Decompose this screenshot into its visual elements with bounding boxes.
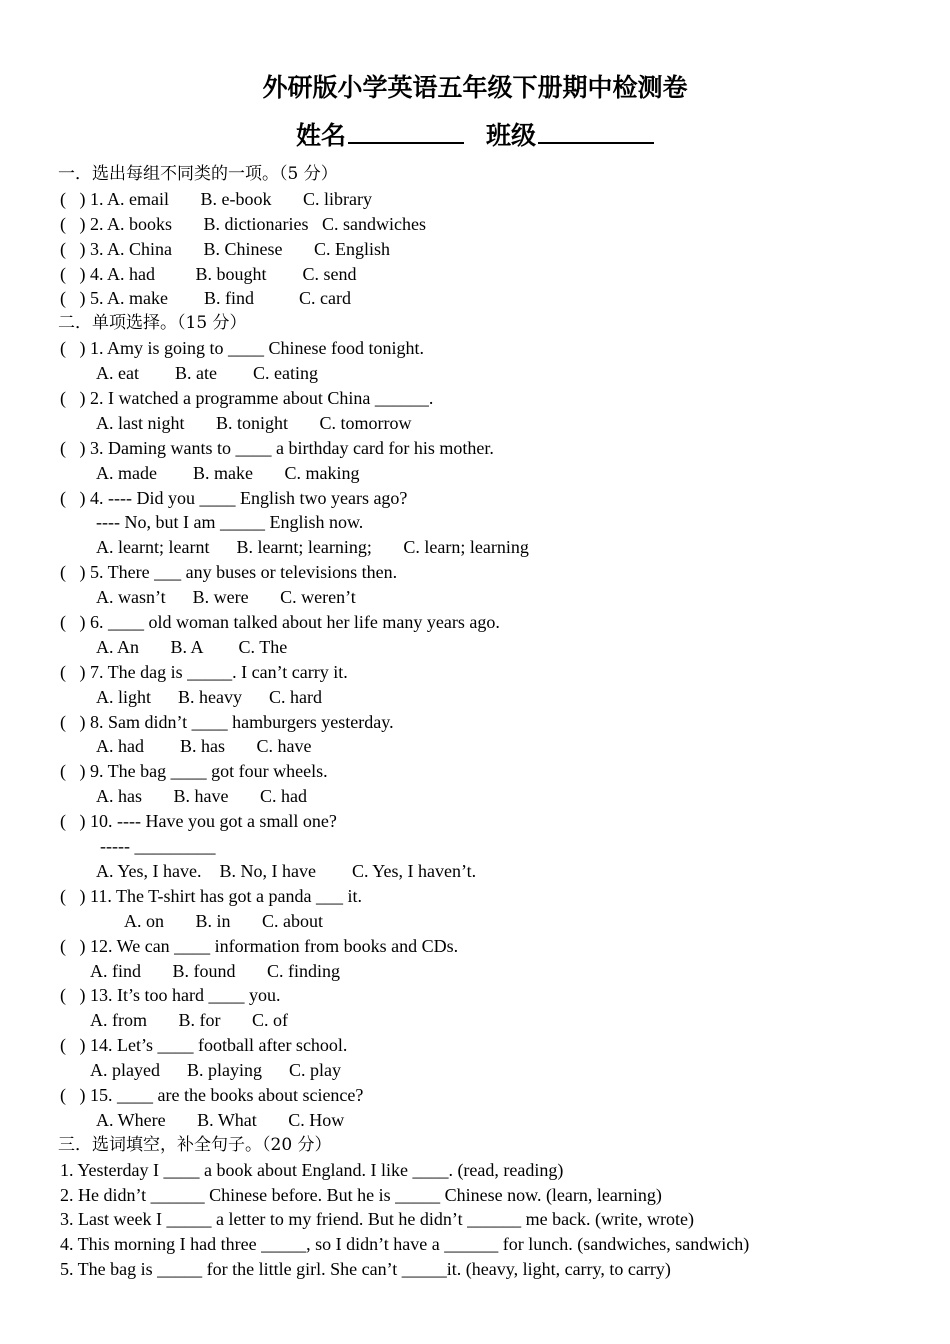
s2-options-9: A. has B. have C. had — [96, 786, 307, 807]
s2-question-15: ( ) 15. ____ are the books about science? — [60, 1084, 364, 1105]
s2-question-3: ( ) 3. Daming wants to ____ a birthday card for his mother. — [60, 437, 494, 458]
s2-question-13: ( ) 13. It’s too hard ____ you. — [60, 985, 281, 1006]
class-label: 班级 — [486, 121, 537, 150]
s3-sentence-4: 4. This morning I had three _____, so I didn’t have a ______ for lunch. (sandwiches, sandwich) — [60, 1234, 750, 1255]
s2-options-1: A. eat B. ate C. eating — [96, 363, 318, 384]
name-label: 姓名 — [295, 121, 346, 150]
name-blank[interactable] — [348, 118, 464, 144]
s2-options-10: A. Yes, I have. B. No, I have C. Yes, I haven’t. — [96, 860, 477, 881]
page-title: 外研版小学英语五年级下册期中检测卷 — [262, 73, 688, 102]
s3-sentence-1: 1. Yesterday I ____ a book about England. I like ____. (read, reading) — [60, 1159, 564, 1180]
s2-question-10: ( ) 10. ---- Have you got a small one? — [60, 811, 337, 832]
s2-question-14: ( ) 14. Let’s ____ football after school. — [60, 1035, 348, 1056]
s1-item-5: ( ) 5. A. make B. find C. card — [60, 288, 351, 309]
s2-options-4: A. learnt; learnt B. learnt; learning; C. learn; learning — [96, 537, 529, 558]
s1-item-4: ( ) 4. A. had B. bought C. send — [60, 263, 357, 284]
s1-item-1: ( ) 1. A. email B. e-book C. library — [60, 188, 372, 209]
s3-sentence-5: 5. The bag is _____ for the little girl. She can’t _____it. (heavy, light, carry, to carry) — [60, 1259, 671, 1280]
s2-question-6: ( ) 6. ____ old woman talked about her life many years ago. — [60, 612, 500, 633]
section-3-heading: 三．选词填空，补全句子。（20 分） — [58, 1134, 332, 1155]
s2-question-7: ( ) 7. The dag is _____. I can’t carry it. — [60, 661, 348, 682]
section-1-heading: 一．选出每组不同类的一项。（5 分） — [58, 164, 338, 184]
s2-question-9: ( ) 9. The bag ____ got four wheels. — [60, 761, 328, 782]
s2-options-13: A. from B. for C. of — [90, 1010, 288, 1031]
s2-options-5: A. wasn’t B. were C. weren’t — [96, 587, 356, 608]
s2-options-12: A. find B. found C. finding — [90, 960, 340, 981]
s2-options-11: A. on B. in C. about — [124, 910, 324, 931]
s2-question-8: ( ) 8. Sam didn’t ____ hamburgers yesterday. — [60, 711, 394, 732]
s2-options-7: A. light B. heavy C. hard — [96, 686, 322, 707]
class-blank[interactable] — [538, 118, 654, 144]
s2-question-11: ( ) 11. The T-shirt has got a panda ___ it. — [60, 885, 362, 906]
s2-question-10-reply: ----- _________ — [100, 836, 216, 857]
s3-sentence-3: 3. Last week I _____ a letter to my friend. But he didn’t ______ me back. (write, wrote) — [60, 1209, 694, 1230]
s2-question-12: ( ) 12. We can ____ information from books and CDs. — [60, 935, 459, 956]
s1-item-3: ( ) 3. A. China B. Chinese C. English — [60, 238, 390, 259]
s2-options-8: A. had B. has C. have — [96, 736, 312, 757]
exam-content — [58, 162, 938, 1282]
s2-options-3: A. made B. make C. making — [96, 462, 360, 483]
s2-options-2: A. last night B. tonight C. tomorrow — [96, 412, 412, 433]
section-2-heading: 二．单项选择。（15 分） — [58, 313, 247, 334]
s2-options-15: A. Where B. What C. How — [96, 1109, 345, 1130]
s3-sentence-2: 2. He didn’t ______ Chinese before. But he is _____ Chinese now. (learn, learning) — [60, 1184, 662, 1205]
s2-question-2: ( ) 2. I watched a programme about China ______. — [60, 388, 434, 409]
s2-question-4: ( ) 4. ---- Did you ____ English two years ago? — [60, 487, 408, 508]
s2-question-1: ( ) 1. Amy is going to ____ Chinese food tonight. — [60, 338, 424, 359]
s2-options-6: A. An B. A C. The — [96, 636, 288, 657]
s2-options-14: A. played B. playing C. play — [90, 1060, 341, 1081]
s2-question-4-reply: ---- No, but I am _____ English now. — [96, 512, 364, 533]
s2-question-5: ( ) 5. There ___ any buses or televisions then. — [60, 562, 398, 583]
student-info — [0, 118, 950, 154]
s1-item-2: ( ) 2. A. books B. dictionaries C. sandwiches — [60, 213, 426, 234]
